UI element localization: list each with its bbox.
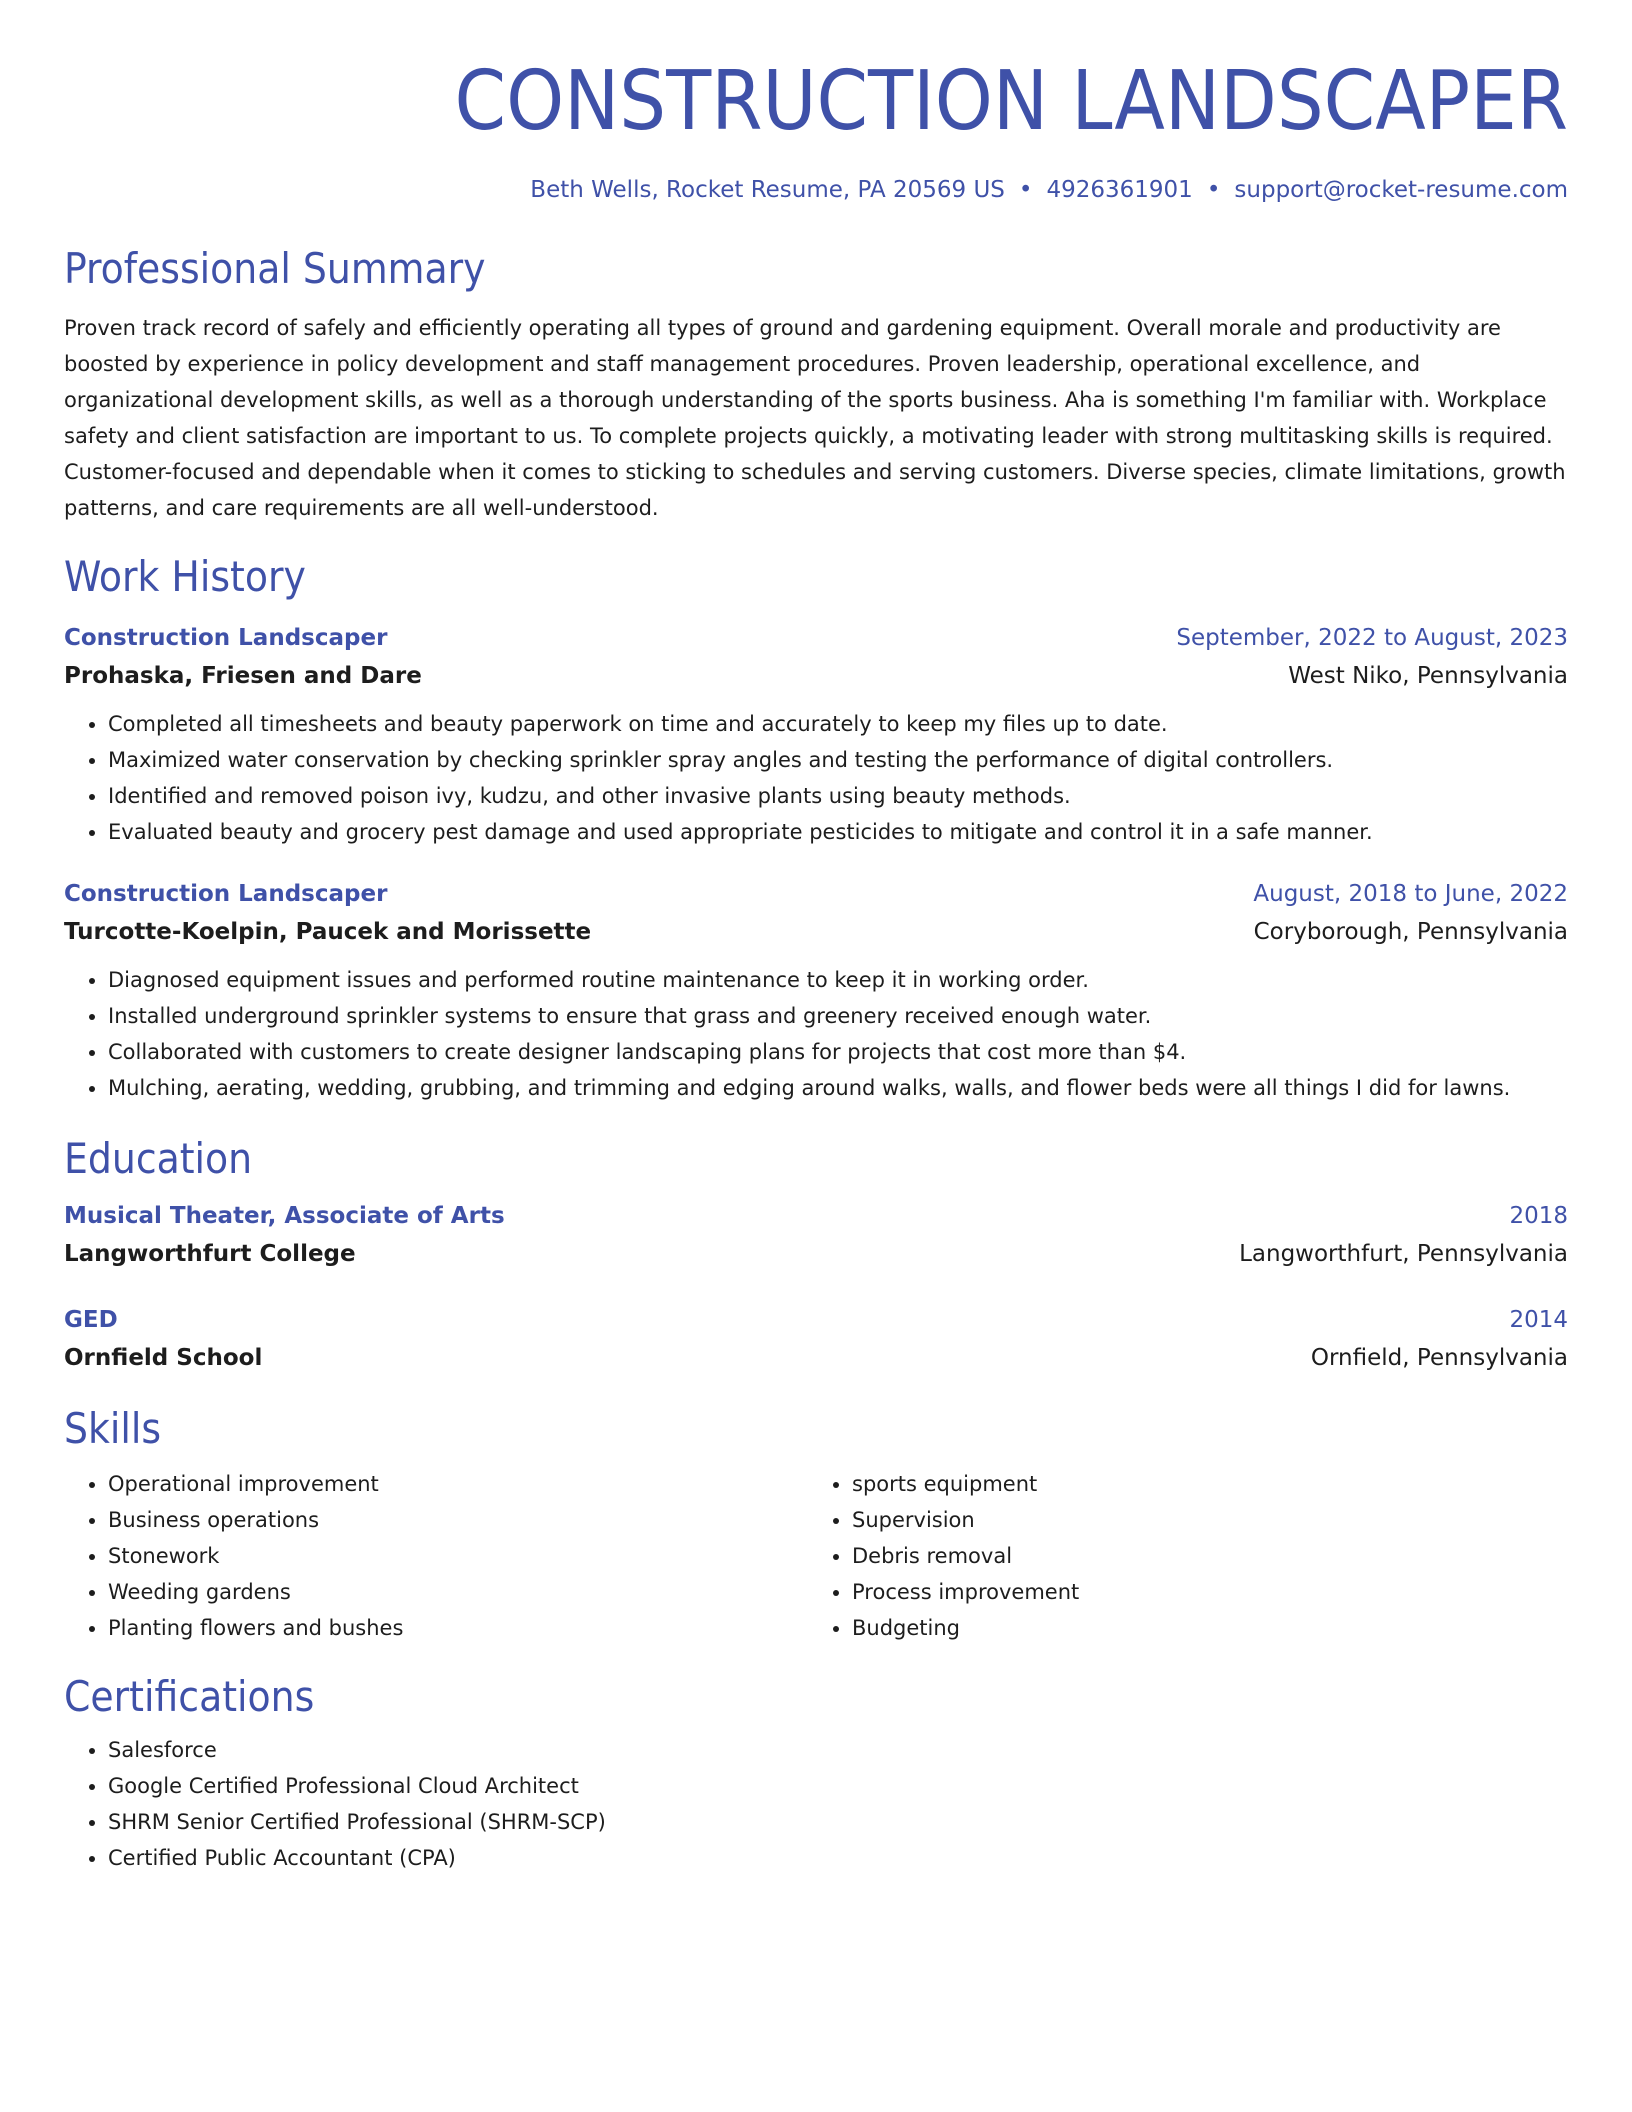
job-location: West Niko, Pennsylvania	[1288, 663, 1568, 689]
contact-address: Beth Wells, Rocket Resume, PA 20569 US	[530, 177, 1005, 203]
skill-item: • Weeding gardens	[108, 1574, 808, 1610]
education-location: Langworthfurt, Pennsylvania	[1239, 1241, 1568, 1267]
education-degree: Musical Theater, Associate of Arts	[64, 1203, 505, 1229]
skill-item: • Operational improvement	[108, 1466, 808, 1502]
contact-email: support@rocket-resume.com	[1234, 177, 1568, 203]
resume-header	[64, 52, 1568, 206]
contact-line	[64, 174, 1568, 206]
education-year: 2018	[1509, 1203, 1568, 1229]
skill-item: • sports equipment	[852, 1466, 1552, 1502]
job-title-row	[64, 620, 1568, 656]
work-history-heading: Work History	[64, 552, 306, 601]
summary-heading: Professional Summary	[64, 244, 486, 293]
education-school-row	[64, 1338, 1568, 1378]
education-degree-row	[64, 1302, 1568, 1338]
job-location: Coryborough, Pennsylvania	[1253, 919, 1568, 945]
skill-item: • Debris removal	[852, 1538, 1552, 1574]
job-title: Construction Landscaper	[64, 625, 388, 651]
contact-separator: •	[1018, 177, 1033, 203]
job-bullet: • Completed all timesheets and beauty paperwork on time and accurately to keep my files up to date.	[108, 706, 1568, 742]
skills-columns	[64, 1466, 1568, 1646]
education-entry	[64, 1302, 1568, 1378]
education-degree-row	[64, 1198, 1568, 1234]
job-bullet: • Identified and removed poison ivy, kudzu, and other invasive plants using beauty methods.	[108, 778, 1568, 814]
summary-text: Proven track record of safely and efficiently operating all types of ground and gardening equipment. Overall morale and productivity are boosted by experience in policy development and staff management procedures. Proven leadership, operational excellence, and organizational development skills, as well as a thorough understanding of the sports business. Aha is something I'm familiar with. Workplace safety and client satisfaction are important to us. To complete projects quickly, a motivating leader with strong multitasking skills is required. Customer-focused and dependable when it comes to sticking to schedules and serving customers. Diverse species, climate limitations, growth patterns, and care requirements are all well-understood.	[64, 316, 1566, 520]
certifications-heading: Certifications	[64, 1672, 315, 1721]
certifications-list	[64, 1732, 1568, 1876]
skills-list-right	[808, 1466, 1552, 1646]
skill-item: • Supervision	[852, 1502, 1552, 1538]
education-degree: GED	[64, 1307, 118, 1333]
job-entry	[64, 876, 1568, 1106]
skills-list-left	[64, 1466, 808, 1646]
education-location: Ornfield, Pennsylvania	[1310, 1345, 1568, 1371]
job-bullet: • Installed underground sprinkler systems to ensure that grass and greenery received enough water.	[108, 998, 1568, 1034]
education-school: Ornfield School	[64, 1345, 263, 1371]
job-entry	[64, 620, 1568, 850]
job-bullet: • Evaluated beauty and grocery pest damage and used appropriate pesticides to mitigate and control it in a safe manner.	[108, 814, 1568, 850]
skills-heading: Skills	[64, 1404, 162, 1453]
job-employer-row	[64, 912, 1568, 952]
certification-item: • Google Certified Professional Cloud Architect	[108, 1768, 1568, 1804]
job-dates: September, 2022 to August, 2023	[1176, 625, 1568, 651]
skill-item: • Planting flowers and bushes	[108, 1610, 808, 1646]
resume-title: CONSTRUCTION LANDSCAPER	[454, 54, 1568, 149]
education-heading: Education	[64, 1134, 253, 1183]
skill-item: • Business operations	[108, 1502, 808, 1538]
skill-item: • Budgeting	[852, 1610, 1552, 1646]
job-bullets	[64, 962, 1568, 1106]
education-school: Langworthfurt College	[64, 1241, 356, 1267]
job-employer: Prohaska, Friesen and Dare	[64, 663, 422, 689]
job-bullet: • Collaborated with customers to create designer landscaping plans for projects that cost more than $4.	[108, 1034, 1568, 1070]
job-employer-row	[64, 656, 1568, 696]
job-bullets	[64, 706, 1568, 850]
skill-item: • Process improvement	[852, 1574, 1552, 1610]
job-employer: Turcotte-Koelpin, Paucek and Morissette	[64, 919, 592, 945]
job-bullet: • Mulching, aerating, wedding, grubbing, and trimming and edging around walks, walls, and flower beds were all things I did for lawns.	[108, 1070, 1568, 1106]
skill-item: • Stonework	[108, 1538, 808, 1574]
education-year: 2014	[1509, 1307, 1568, 1333]
job-title-row	[64, 876, 1568, 912]
job-title: Construction Landscaper	[64, 881, 388, 907]
job-bullet: • Diagnosed equipment issues and performed routine maintenance to keep it in working order.	[108, 962, 1568, 998]
certification-item: • Certified Public Accountant (CPA)	[108, 1840, 1568, 1876]
contact-separator: •	[1206, 177, 1221, 203]
job-dates: August, 2018 to June, 2022	[1253, 881, 1568, 907]
contact-phone: 4926361901	[1046, 177, 1193, 203]
education-entry	[64, 1198, 1568, 1274]
education-school-row	[64, 1234, 1568, 1274]
certification-item: • Salesforce	[108, 1732, 1568, 1768]
job-bullet: • Maximized water conservation by checking sprinkler spray angles and testing the performance of digital controllers.	[108, 742, 1568, 778]
certification-item: • SHRM Senior Certified Professional (SHRM-SCP)	[108, 1804, 1568, 1840]
